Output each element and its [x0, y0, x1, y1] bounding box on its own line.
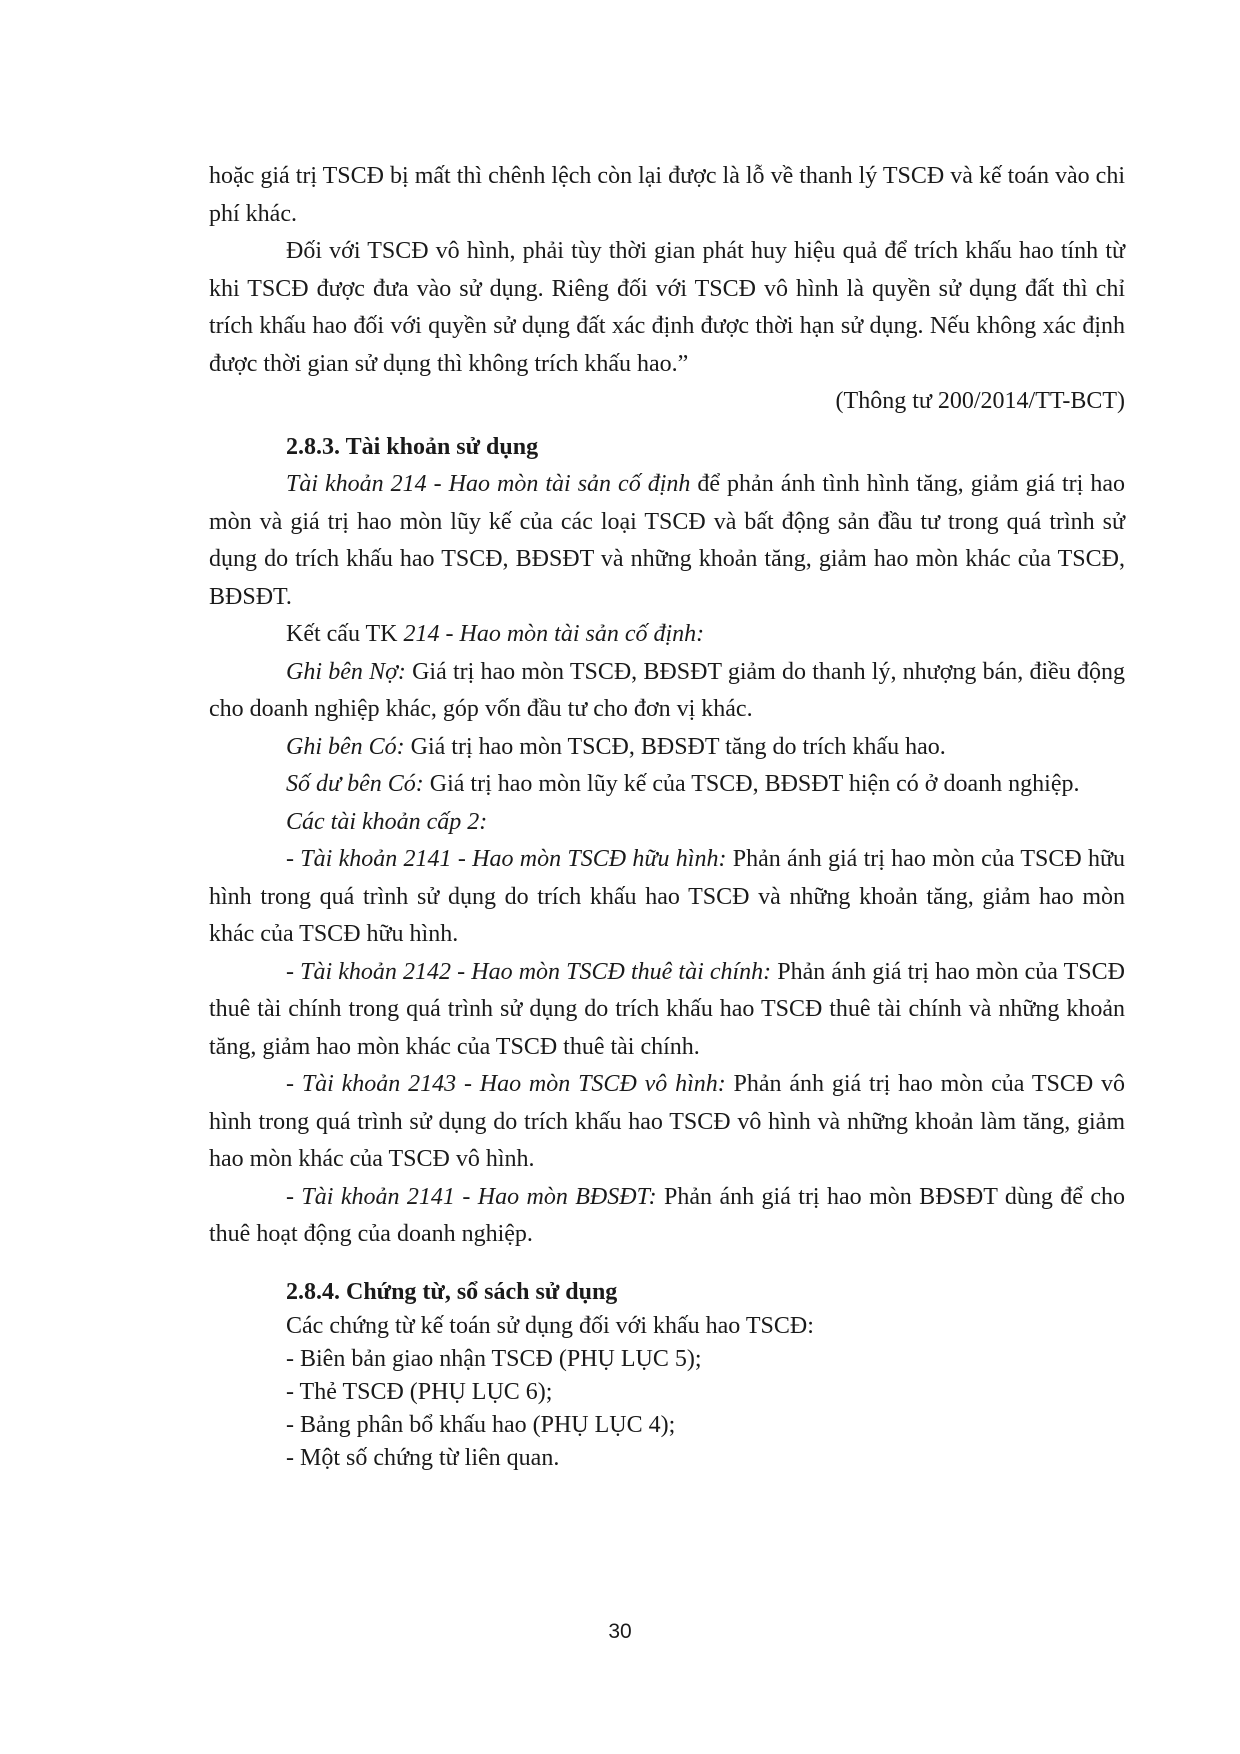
list-item: - Thẻ TSCĐ (PHỤ LỤC 6); [286, 1378, 553, 1405]
paragraph-debit: Ghi bên Nợ: Giá trị hao mòn TSCĐ, BĐSĐT giảm do thanh lý, nhượng bán, điều động cho doanh nghiệp khác, góp vốn đầu tư cho đơn vị khác. [209, 658, 1125, 722]
document-page [209, 158, 1125, 1475]
section-heading-2-8-3: 2.8.3. Tài khoản sử dụng [286, 433, 539, 460]
list-item: - Một số chứng từ liên quan. [286, 1444, 560, 1471]
paragraph-level2-accounts: Các tài khoản cấp 2: [286, 808, 488, 835]
paragraph-account-2143: - Tài khoản 2143 - Hao mòn TSCĐ vô hình: Phản ánh giá trị hao mòn của TSCĐ vô hình trong quá trình sử dụng do trích khấu hao TSCĐ vô hình và những khoản làm tăng, giảm hao mòn khác của TSCĐ vô hình. [209, 1071, 1125, 1172]
paragraph-credit-balance: Số dư bên Có: Giá trị hao mòn lũy kế của TSCĐ, BĐSĐT hiện có ở doanh nghiệp. [286, 771, 1080, 797]
list-item: - Biên bản giao nhận TSCĐ (PHỤ LỤC 5); [286, 1345, 702, 1372]
page-number: 30 [608, 1620, 632, 1643]
paragraph-intangible-depreciation: Đối với TSCĐ vô hình, phải tùy thời gian phát huy hiệu quả để trích khấu hao tính từ khi TSCĐ được đưa vào sử dụng. Riêng đối với TSCĐ vô hình là quyền sử dụng đất thì chỉ trích khấu hao đối với quyền sử dụng đất xác định được thời hạn sử dụng. Nếu không xác định được thời gian sử dụng thì không trích khấu hao.” [209, 238, 1125, 377]
paragraph-account-214: Tài khoản 214 - Hao mòn tài sản cố định để phản ánh tình hình tăng, giảm giá trị hao mòn và giá trị hao mòn lũy kế của các loại TSCĐ và bất động sản đầu tư trong quá trình sử dụng do trích khấu hao TSCĐ, BĐSĐT và những khoản tăng, giảm hao mòn khác của TSCĐ, BĐSĐT. [209, 471, 1125, 610]
paragraph-loss-disposal: hoặc giá trị TSCĐ bị mất thì chênh lệch còn lại được là lỗ về thanh lý TSCĐ và kế toán vào chi phí khác. [209, 163, 1125, 227]
paragraph-structure: Kết cấu TK 214 - Hao mòn tài sản cố định: [286, 621, 705, 647]
list-item: Các chứng từ kế toán sử dụng đối với khấu hao TSCĐ: [286, 1312, 814, 1339]
paragraph-account-2142: - Tài khoản 2142 - Hao mòn TSCĐ thuê tài chính: Phản ánh giá trị hao mòn của TSCĐ thuê tài chính trong quá trình sử dụng do trích khấu hao TSCĐ thuê tài chính và những khoản tăng, giảm hao mòn khác của TSCĐ thuê tài chính. [209, 958, 1125, 1060]
account-214-term: Tài khoản 214 - Hao mòn tài sản cố định [286, 471, 691, 497]
section-heading-2-8-4: 2.8.4. Chứng từ, sổ sách sử dụng [286, 1278, 618, 1305]
paragraph-account-2141-bdsdt: - Tài khoản 2141 - Hao mòn BĐSĐT: Phản ánh giá trị hao mòn BĐSĐT dùng để cho thuê hoạt động của doanh nghiệp. [209, 1183, 1125, 1247]
voucher-list [209, 1310, 1125, 1475]
paragraph-account-2141: - Tài khoản 2141 - Hao mòn TSCĐ hữu hình: Phản ánh giá trị hao mòn của TSCĐ hữu hình trong quá trình sử dụng do trích khấu hao TSCĐ và những khoản tăng, giảm hao mòn khác của TSCĐ hữu hình. [209, 846, 1125, 947]
paragraph-credit: Ghi bên Có: Giá trị hao mòn TSCĐ, BĐSĐT tăng do trích khấu hao. [286, 733, 946, 760]
citation: (Thông tư 200/2014/TT-BCT) [835, 388, 1125, 414]
list-item: - Bảng phân bổ khấu hao (PHỤ LỤC 4); [286, 1411, 676, 1438]
